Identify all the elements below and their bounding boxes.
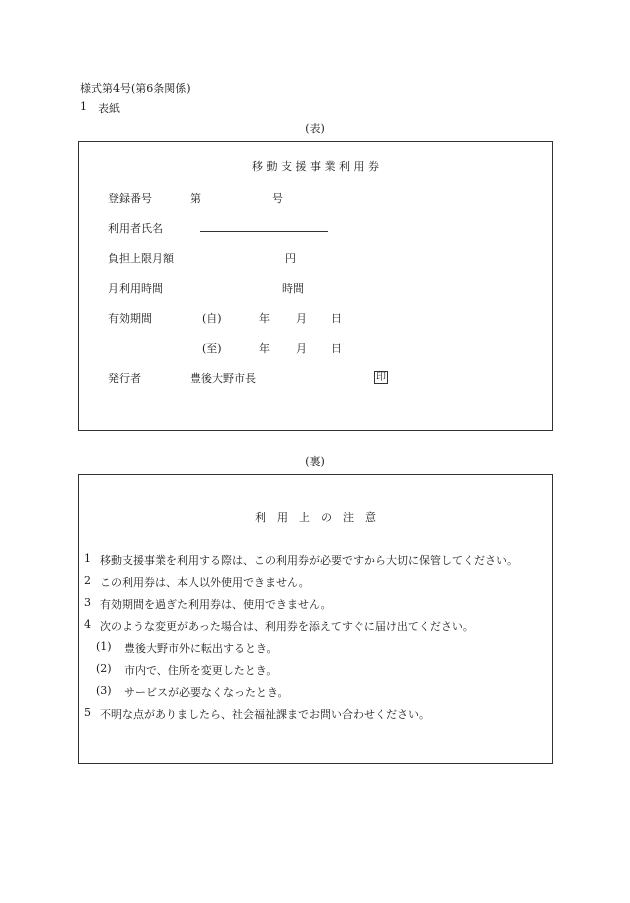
- note-text: この利用券は、本人以外使用できません。: [100, 576, 310, 589]
- subnote-text: サービスが必要なくなったとき。: [124, 686, 289, 699]
- period-to-year: 年: [259, 342, 270, 355]
- note-text: 有効期間を過ぎた利用券は、使用できません。: [100, 598, 332, 611]
- note-text: 次のような変更があった場合は、利用券を添えてすぐに届け出てください。: [100, 620, 474, 633]
- front-title: 移 動 支 援 事 業 利 用 券: [252, 160, 379, 173]
- period-to-label: (至): [202, 342, 222, 355]
- limit-amount-unit: 円: [285, 252, 296, 265]
- subnote-number: (3): [96, 684, 112, 697]
- form-number: 様式第4号(第6条関係): [80, 82, 191, 95]
- period-to-day: 日: [331, 342, 342, 355]
- note-number: 2: [84, 574, 91, 587]
- note-number: 3: [84, 596, 91, 609]
- note-number: 4: [84, 618, 91, 631]
- period-to-month: 月: [296, 342, 307, 355]
- period-from-label: (自): [202, 312, 222, 325]
- validity-period-label: 有効期間: [108, 312, 152, 325]
- monthly-hours-unit: 時間: [282, 282, 304, 295]
- section-label: 表紙: [98, 102, 120, 115]
- note-number: 1: [84, 552, 91, 565]
- issuer-name: 豊後大野市長: [190, 372, 256, 385]
- registration-go: 号: [272, 192, 283, 205]
- note-text: 不明な点がありましたら、社会福祉課までお問い合わせください。: [100, 708, 430, 721]
- period-from-year: 年: [259, 312, 270, 325]
- period-from-month: 月: [296, 312, 307, 325]
- subnote-text: 市内で、住所を変更したとき。: [124, 664, 278, 677]
- section-number: 1: [80, 100, 87, 113]
- period-from-day: 日: [331, 312, 342, 325]
- limit-amount-label: 負担上限月額: [108, 252, 174, 265]
- subnote-number: (1): [96, 640, 112, 653]
- subnote-text: 豊後大野市外に転出するとき。: [124, 642, 278, 655]
- monthly-hours-label: 月利用時間: [108, 282, 163, 295]
- note-text: 移動支援事業を利用する際は、この利用券が必要ですから大切に保管してください。: [100, 554, 518, 567]
- registration-number-label: 登録番号: [108, 192, 152, 205]
- user-name-line: [200, 231, 328, 232]
- seal-mark: 印: [376, 372, 386, 383]
- registration-dai: 第: [190, 192, 201, 205]
- front-caption: (表): [305, 122, 325, 135]
- subnote-number: (2): [96, 662, 112, 675]
- note-number: 5: [84, 706, 91, 719]
- back-title: 利 用 上 の 注 意: [255, 511, 376, 524]
- issuer-label: 発行者: [108, 372, 141, 385]
- back-caption: (裏): [305, 455, 325, 468]
- user-name-label: 利用者氏名: [108, 222, 163, 235]
